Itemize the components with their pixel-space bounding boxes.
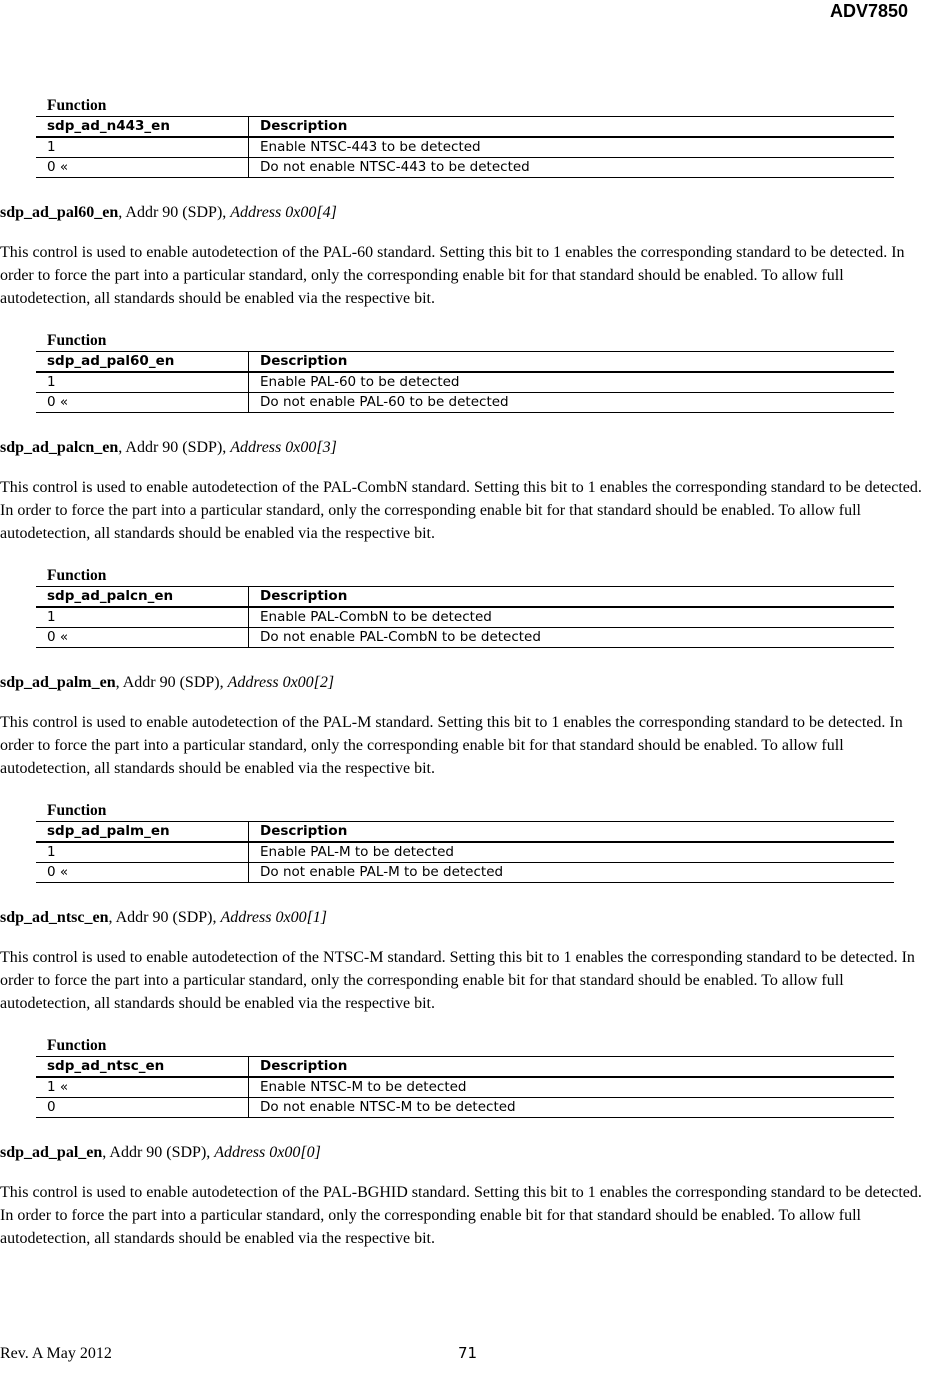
function-table-title: Function	[47, 97, 107, 114]
register-addr: , Addr 90 (SDP),	[115, 674, 228, 691]
register-heading	[0, 434, 930, 462]
table-header-row	[36, 352, 894, 373]
function-table-title: Function	[47, 802, 107, 819]
function-table	[36, 1035, 894, 1118]
register-addr: , Addr 90 (SDP),	[118, 439, 231, 456]
register-address: Address 0x00[4]	[230, 204, 337, 221]
table-row	[36, 1098, 894, 1118]
table-header-row	[36, 1057, 894, 1078]
column-header-field: sdp_ad_ntsc_en	[36, 1057, 249, 1078]
table-header-row	[36, 587, 894, 608]
table-row	[36, 137, 894, 158]
function-table	[36, 330, 894, 413]
register-heading	[0, 669, 930, 697]
register-description: This control is used to enable autodetection of the PAL-M standard. Setting this bit to 1 enables the corresponding standard to be detected. In order to force the part into a particular standard, only the corresponding enable bit for that standard should be enabled. To allow full autodetection, all standards should be enabled via the respective bit.	[0, 714, 903, 777]
column-header-field: sdp_ad_n443_en	[36, 117, 249, 138]
row-value: 0 «	[36, 628, 249, 648]
column-header-description: Description	[249, 587, 895, 608]
register-address: Address 0x00[3]	[230, 439, 337, 456]
table-row	[36, 628, 894, 648]
function-table	[36, 565, 894, 648]
register-name: sdp_ad_palcn_en	[0, 439, 119, 456]
register-table	[36, 586, 894, 648]
table-row	[36, 372, 894, 393]
page-number: 71	[458, 1344, 478, 1362]
spacer	[0, 780, 930, 800]
table-row	[36, 607, 894, 628]
function-table-title: Function	[47, 567, 107, 584]
row-value: 1	[36, 842, 249, 863]
column-header-field: sdp_ad_pal60_en	[36, 352, 249, 373]
document-title: ADV7850	[829, 1, 908, 21]
row-description: Enable PAL-CombN to be detected	[249, 607, 895, 628]
register-heading	[0, 199, 930, 227]
table-row	[36, 1077, 894, 1098]
function-table	[36, 95, 894, 178]
register-description: This control is used to enable autodetection of the PAL-60 standard. Setting this bit to 1 enables the corresponding standard to be detected. In order to force the part into a particular standard, only the corresponding enable bit for that standard should be enabled. To allow full autodetection, all standards should be enabled via the respective bit.	[0, 244, 905, 307]
row-description: Do not enable NTSC-M to be detected	[249, 1098, 895, 1118]
register-addr: , Addr 90 (SDP),	[102, 1144, 215, 1161]
row-description: Do not enable NTSC-443 to be detected	[249, 158, 895, 178]
function-table	[36, 800, 894, 883]
table-row	[36, 158, 894, 178]
column-header-field: sdp_ad_palcn_en	[36, 587, 249, 608]
column-header-description: Description	[249, 117, 895, 138]
register-table	[36, 351, 894, 413]
row-value: 0	[36, 1098, 249, 1118]
row-value: 0 «	[36, 158, 249, 178]
register-address: Address 0x00[2]	[227, 674, 335, 691]
page-content	[0, 95, 930, 1250]
table-header-row	[36, 822, 894, 843]
column-header-description: Description	[249, 352, 895, 373]
register-addr: , Addr 90 (SDP),	[118, 204, 231, 221]
row-description: Do not enable PAL-60 to be detected	[249, 393, 895, 413]
register-table	[36, 1056, 894, 1118]
register-address: Address 0x00[1]	[220, 909, 328, 926]
register-name: sdp_ad_palm_en	[0, 674, 116, 691]
register-addr: , Addr 90 (SDP),	[108, 909, 221, 926]
row-value: 1	[36, 607, 249, 628]
table-header-row	[36, 117, 894, 138]
register-name: sdp_ad_pal60_en	[0, 204, 119, 221]
column-header-description: Description	[249, 1057, 895, 1078]
register-description: This control is used to enable autodetection of the PAL-BGHID standard. Setting this bit to 1 enables the corresponding standard to be detected. In order to force the part into a particular standard, only the corresponding enable bit for that standard should be enabled. To allow full autodetection, all standards should be enabled via the respective bit.	[0, 1184, 922, 1247]
spacer	[0, 1015, 930, 1035]
table-row	[36, 842, 894, 863]
revision-label: Rev. A May 2012	[0, 1345, 112, 1362]
register-table	[36, 821, 894, 883]
row-description: Enable NTSC-443 to be detected	[249, 137, 895, 158]
register-address: Address 0x00[0]	[214, 1144, 321, 1161]
register-description: This control is used to enable autodetection of the NTSC-M standard. Setting this bit to 1 enables the corresponding standard to be detected. In order to force the part into a particular standard, only the corresponding enable bit for that standard should be enabled. To allow full autodetection, all standards should be enabled via the respective bit.	[0, 949, 915, 1012]
register-table	[36, 116, 894, 178]
row-description: Do not enable PAL-M to be detected	[249, 863, 895, 883]
column-header-field: sdp_ad_palm_en	[36, 822, 249, 843]
row-description: Enable PAL-M to be detected	[249, 842, 895, 863]
spacer	[0, 310, 930, 330]
row-value: 1	[36, 137, 249, 158]
register-heading	[0, 904, 930, 932]
row-value: 1	[36, 372, 249, 393]
register-heading	[0, 1139, 930, 1167]
register-name: sdp_ad_ntsc_en	[0, 909, 109, 926]
row-description: Do not enable PAL-CombN to be detected	[249, 628, 895, 648]
row-value: 1 «	[36, 1077, 249, 1098]
function-table-title: Function	[47, 1037, 107, 1054]
row-description: Enable PAL-60 to be detected	[249, 372, 895, 393]
row-value: 0 «	[36, 863, 249, 883]
register-description: This control is used to enable autodetection of the PAL-CombN standard. Setting this bit to 1 enables the corresponding standard to be detected. In order to force the part into a particular standard, only the corresponding enable bit for that standard should be enabled. To allow full autodetection, all standards should be enabled via the respective bit.	[0, 479, 922, 542]
table-row	[36, 863, 894, 883]
table-row	[36, 393, 894, 413]
spacer	[0, 545, 930, 565]
register-name: sdp_ad_pal_en	[0, 1144, 103, 1161]
column-header-description: Description	[249, 822, 895, 843]
function-table-title: Function	[47, 332, 107, 349]
row-value: 0 «	[36, 393, 249, 413]
row-description: Enable NTSC-M to be detected	[249, 1077, 895, 1098]
